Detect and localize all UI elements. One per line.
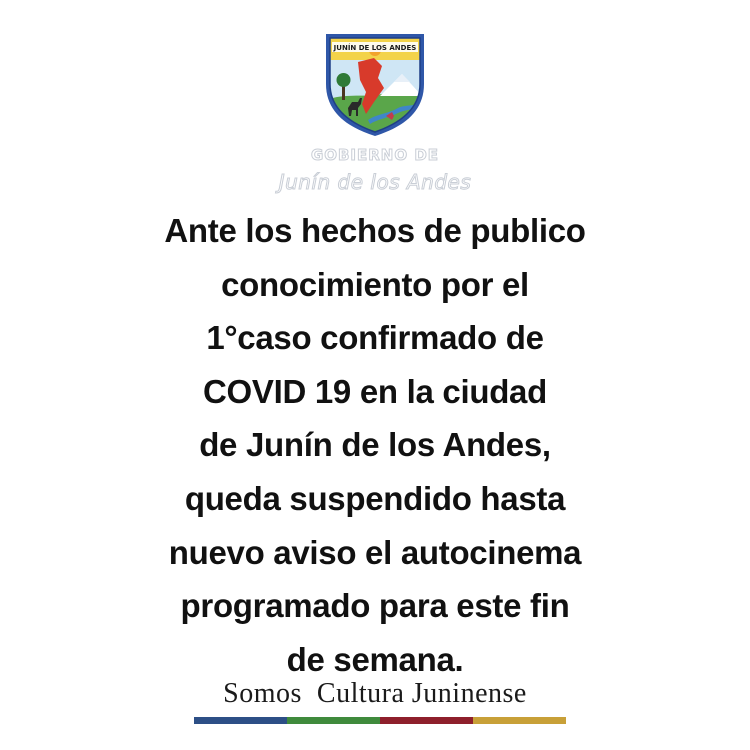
announcement-line: de Junín de los Andes,: [199, 426, 551, 464]
stripe-green: [287, 717, 380, 724]
municipality-name: Junín de los Andes: [278, 170, 472, 194]
government-label: GOBIERNO DE: [310, 146, 440, 164]
footer-slogan: Somos Cultura Juninense: [223, 678, 527, 709]
announcement-line: de semana.: [286, 640, 464, 678]
municipal-crest-icon: [322, 22, 428, 136]
stripe-gold: [473, 717, 566, 724]
stripe-red: [380, 717, 473, 724]
crest-text: JUNÍN DE LOS ANDES: [333, 44, 417, 52]
announcement-line: nuevo aviso el autocinema: [168, 533, 582, 571]
announcement-line: conocimiento por el: [221, 265, 529, 303]
stripe-blue: [194, 717, 287, 724]
announcement-text: [0, 204, 750, 686]
announcement-line: COVID 19 en la ciudad: [203, 372, 547, 410]
announcement-line: 1°caso confirmado de: [206, 319, 544, 357]
announcement-line: Ante los hechos de publico: [164, 212, 586, 249]
announcement-line: programado para este fin: [180, 587, 570, 625]
color-stripe-bar: [194, 717, 566, 724]
announcement-line: queda suspendido hasta: [184, 479, 566, 517]
